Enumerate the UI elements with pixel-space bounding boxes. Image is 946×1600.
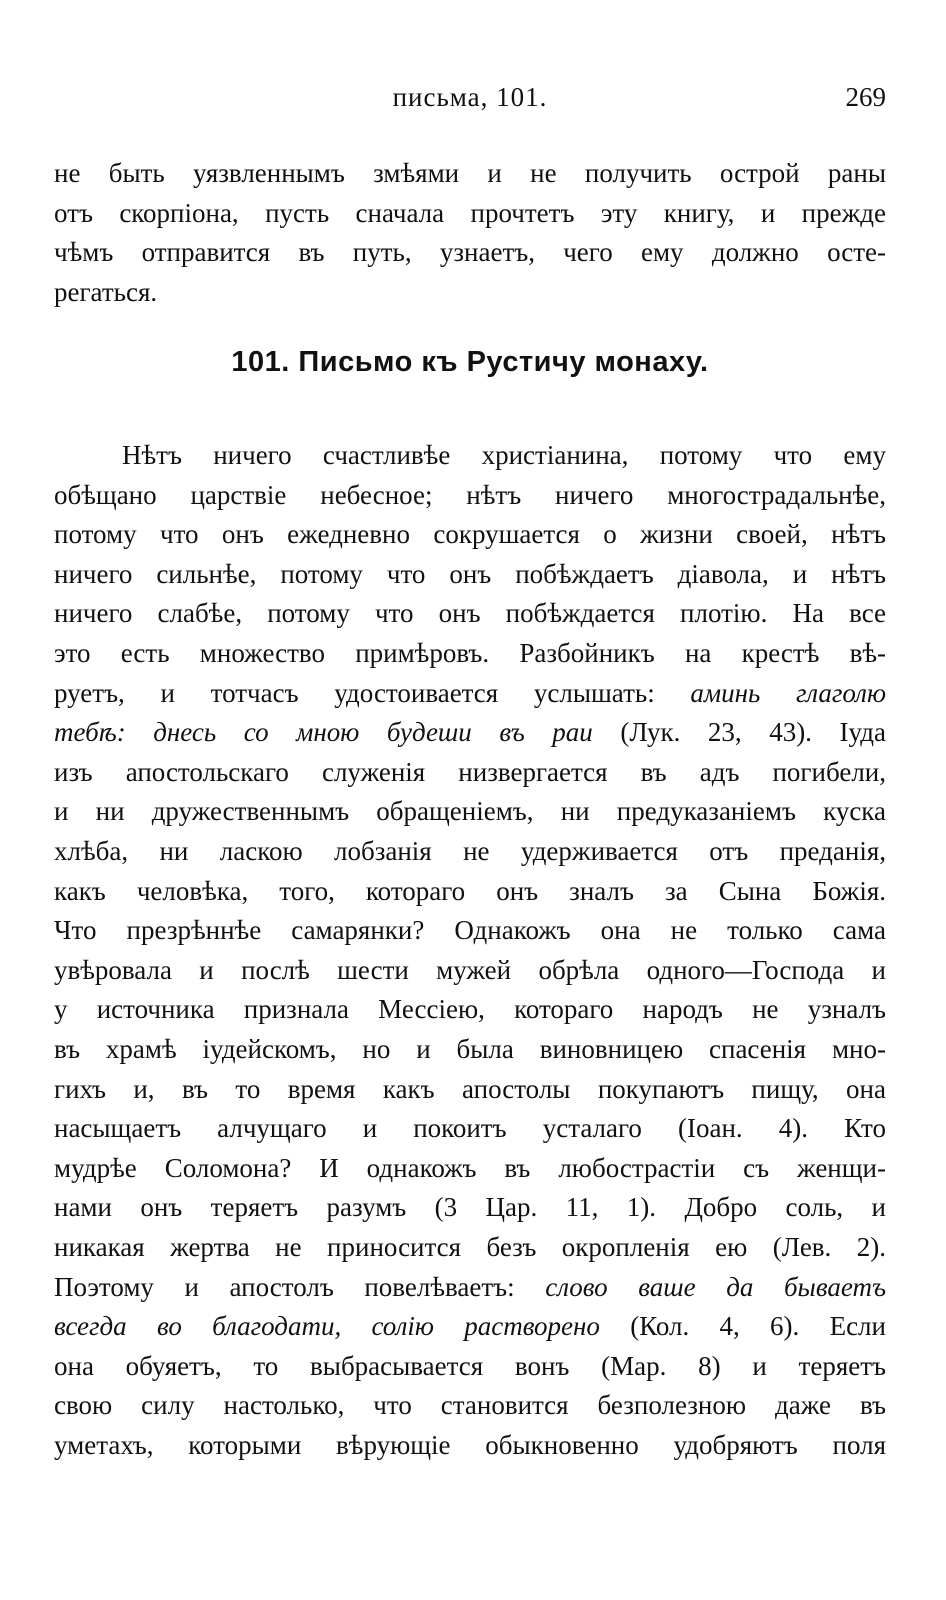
- text-line: [54, 515, 886, 553]
- text-line: [54, 990, 886, 1028]
- text-line: [54, 634, 886, 672]
- text-line: чѣмъ отправится въ путь, узнаетъ, чего ему должно осте-: [54, 237, 886, 267]
- page-header: [54, 82, 886, 122]
- text-line: не быть уязвленнымъ змѣями и не получить острой раны: [54, 158, 886, 188]
- scripture-quote: аминь глаголю: [690, 677, 886, 708]
- line-text: у источника признала Мессіею, котораго народъ не узналъ: [54, 994, 886, 1025]
- text-line: [54, 555, 886, 593]
- text-line: [54, 1347, 886, 1385]
- line-text: въ храмѣ іудейскомъ, но и была виновницею спасенія мно-: [54, 1034, 886, 1064]
- page-number: 269: [845, 82, 886, 112]
- line-text: ничего сильнѣе, потому что онъ побѣждаетъ діавола, и нѣтъ: [54, 558, 886, 589]
- scripture-quote: слово ваше да бываетъ: [545, 1271, 886, 1302]
- line-text: Нѣтъ ничего счастливѣе христіанина, потому что ему: [122, 440, 886, 470]
- text-line: [54, 1149, 886, 1187]
- line-text: хлѣба, ни ласкою лобзанія не удерживается отъ преданія,: [54, 836, 886, 866]
- line-text: обѣщано царствіе небесное; нѣтъ ничего многострадальнѣе,: [54, 479, 886, 510]
- text-line: [54, 1188, 886, 1226]
- text-line: [54, 713, 886, 751]
- line-text: ничего слабѣе, потому что онъ побѣждается плотію. На все: [54, 598, 886, 629]
- line-text: мудрѣе Соломона? И однакожъ въ любострастіи съ женщи-: [54, 1152, 886, 1183]
- text-line: [54, 1268, 886, 1306]
- text-line: отъ скорпіона, пусть сначала прочтетъ эту книгу, и прежде: [54, 197, 886, 228]
- text-line: [54, 832, 886, 870]
- text-line: [54, 753, 886, 791]
- line-text: и ни дружественнымъ обращеніемъ, ни предуказаніемъ куска: [54, 796, 886, 827]
- text-line: [54, 1070, 886, 1108]
- line-text: она обуяетъ, то выбрасывается вонъ (Мар. 8) и теряетъ: [54, 1350, 886, 1381]
- book-page: [54, 0, 886, 1600]
- line-text: изъ апостольскаго служенія низвергается въ адъ погибели,: [54, 756, 886, 787]
- line-text: (Лук. 23, 43). Іуда: [592, 717, 886, 748]
- line-text: никакая жертва не приносится безъ окропленія ею (Лев. 2).: [54, 1232, 886, 1262]
- text-line: [54, 1228, 886, 1266]
- line-text: потому что онъ ежедневно сокрушается о жизни своей, нѣтъ: [54, 519, 886, 550]
- text-line: [54, 1307, 886, 1345]
- line-text: какъ человѣка, того, котораго онъ зналъ за Сына Божія.: [54, 875, 886, 906]
- text-line: [54, 951, 886, 989]
- text-line: [54, 792, 886, 830]
- line-text: Что презрѣннѣе самарянки? Однакожъ она не только сама: [54, 915, 886, 946]
- line-text: свою силу настолько, что становится безполезною даже въ: [54, 1390, 886, 1421]
- line-text: уметахъ, которыми вѣрующіе обыкновенно удобряютъ поля: [54, 1430, 886, 1460]
- line-text: (Кол. 4, 6). Если: [599, 1311, 886, 1342]
- running-title: письма, 101.: [392, 82, 548, 112]
- text-line: регаться.: [54, 276, 158, 307]
- line-text: гихъ и, въ то время какъ апостолы покупаютъ пищу, она: [54, 1073, 886, 1104]
- text-line: [54, 1030, 886, 1068]
- text-line: [54, 872, 886, 910]
- line-text: увѣровала и послѣ шести мужей обрѣла одного—Господа и: [54, 954, 886, 985]
- text-line: [54, 674, 886, 712]
- text-line: [54, 436, 886, 474]
- line-text: насыщаетъ алчущаго и покоитъ усталаго (Іоан. 4). Кто: [54, 1113, 886, 1144]
- text-line: [54, 1109, 886, 1147]
- line-text: Поэтому и апостолъ повелѣваетъ:: [54, 1271, 546, 1302]
- text-line: [54, 1386, 886, 1424]
- text-line: [54, 594, 886, 632]
- line-text: это есть множество примѣровъ. Разбойникъ на крестѣ вѣ-: [54, 638, 886, 668]
- text-line: [54, 476, 886, 514]
- line-text: руетъ, и тотчасъ удостоивается услышать:: [54, 677, 691, 708]
- text-line: [54, 911, 886, 949]
- line-text: нами онъ теряетъ разумъ (3 Цар. 11, 1). Добро соль, и: [54, 1192, 886, 1223]
- text-line: [54, 1426, 886, 1464]
- section-heading: 101. Письмо къ Рустичу монаху.: [231, 346, 709, 378]
- scripture-quote: тебѣ: днесь со мною будеши въ раи: [54, 717, 593, 748]
- scripture-quote: всегда во благодати, солію растворено: [54, 1311, 600, 1342]
